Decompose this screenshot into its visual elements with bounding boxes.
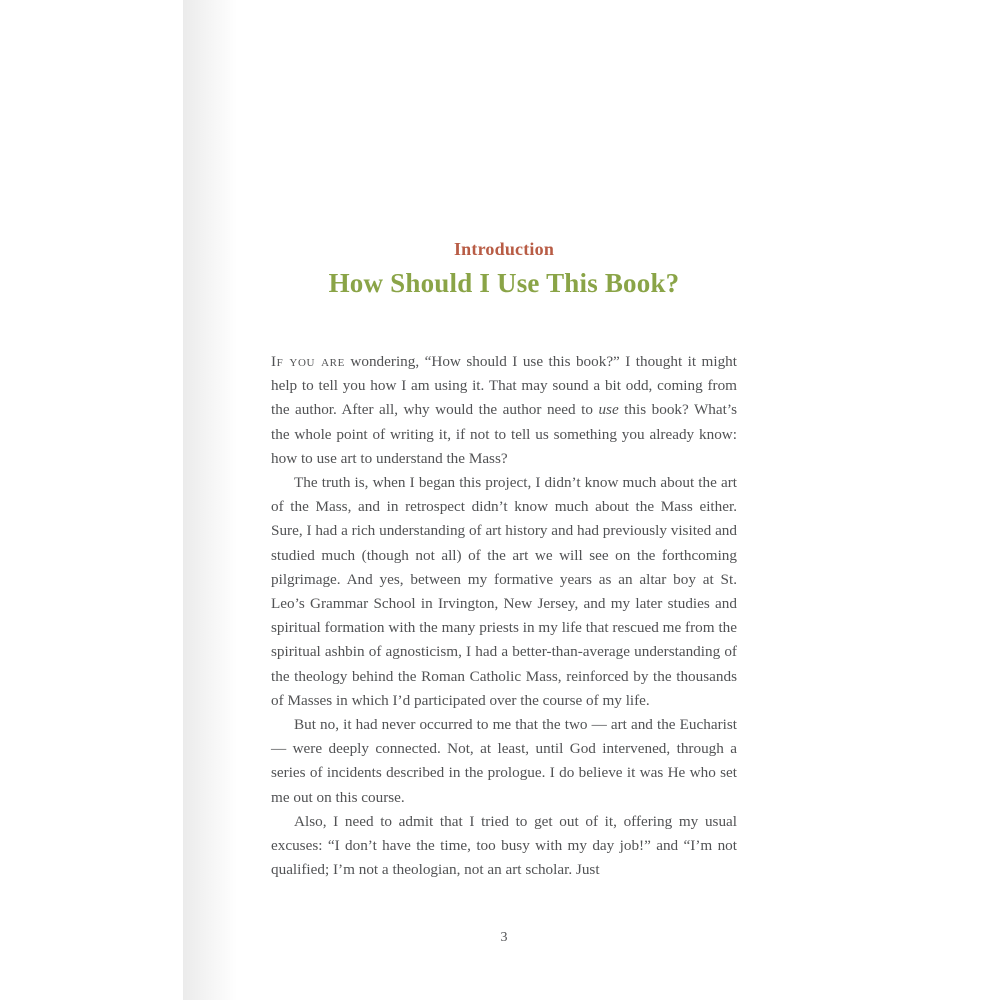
chapter-title: How Should I Use This Book?: [328, 268, 680, 298]
text-segment: The truth is, when I began this project, I didn’t know much about the art of the Mass, and in retrospect didn’t know much about the Mass either. Sure, I had a rich understanding of art history and had previously visited and studied much (though not all) of the art we will see on the forthcoming pilgrimage. And yes, between my formative years as an altar boy at St. Leo’s Grammar School in Irvington, New Jersey, and my later studies and spiritual formation with the many priests in my life that rescued me from the spiritual ashbin of agnosticism, I had a better-than-average understanding of the theology behind the Roman Catholic Mass, reinforced by the thousands of Masses in which I’d participated over the course of my life.: [271, 474, 737, 709]
text-segment: this book? What’s the whole point of writing it, if not to tell us something you already know: how to use art to understand the Mass?: [271, 401, 737, 467]
text-segment: wondering, “How should I use this book?” I thought it might help to tell you how I am using it. That may sound a bit odd, coming from the author. After all, why would the author need to: [271, 353, 737, 419]
body-text: [271, 350, 737, 882]
paragraph: [271, 713, 737, 810]
paragraph: [271, 471, 737, 713]
text-segment: Also, I need to admit that I tried to get out of it, offering my usual excuses: “I don’t have the time, too busy with my day job!” and “I’m not qualified; I’m not a theologian, not an art scholar. Just: [271, 812, 737, 879]
text-segment: use: [598, 401, 619, 419]
chapter-kicker: Introduction: [453, 239, 555, 259]
page-number: 3: [500, 930, 508, 945]
paragraph: [271, 350, 737, 471]
page-gutter-shadow: [183, 0, 237, 1000]
text-segment: But no, it had never occurred to me that the two — art and the Eucharist — were deeply connected. Not, at least, until God intervened, through a series of incidents described in the prologue. I do believe it was He who set me out on this course.: [271, 716, 737, 806]
paragraph: [271, 810, 737, 883]
text-segment: If you are: [271, 353, 345, 370]
